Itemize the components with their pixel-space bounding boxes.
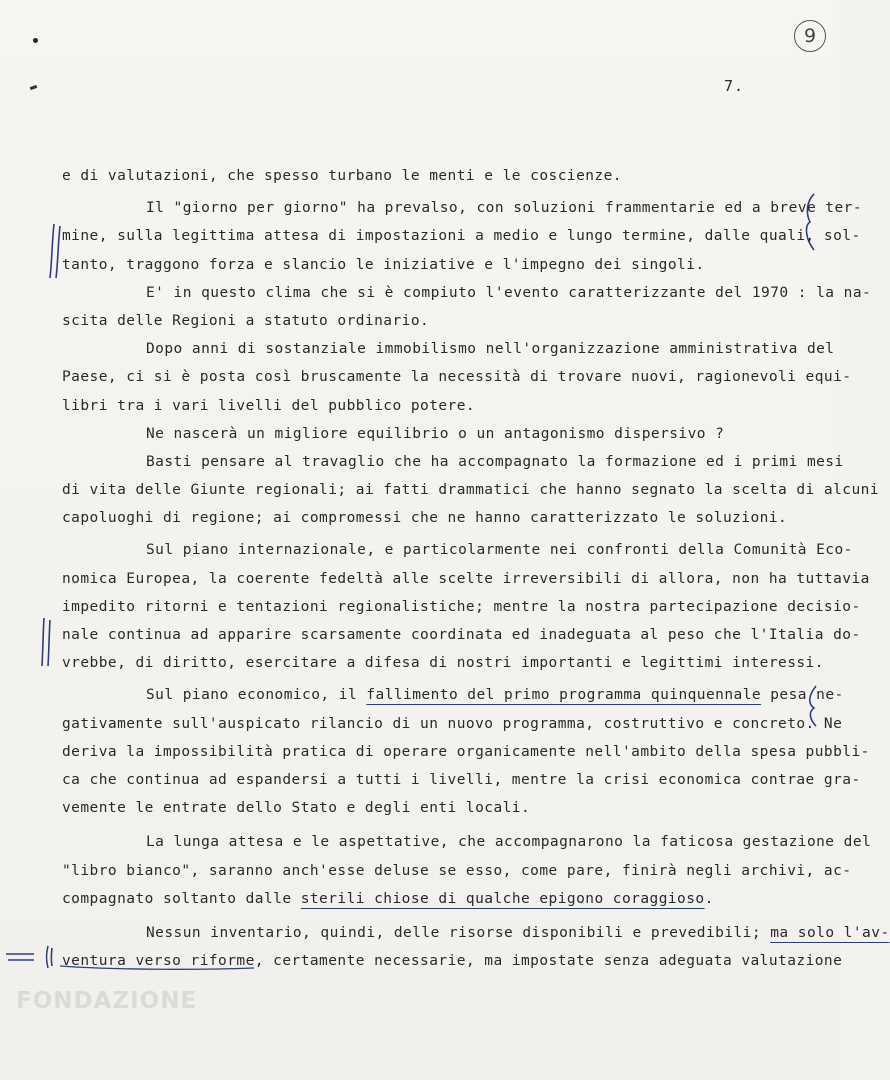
margin-arrow-mark (4, 940, 56, 970)
text-line (62, 885, 802, 913)
text-fragment: pesa ne- (761, 687, 844, 704)
archive-number: 9 (794, 20, 826, 52)
text-line: Basti pensare al travaglio che ha accompagnato la formazione ed i primi mesi (146, 453, 844, 470)
underlined-text: ma solo l'av- (770, 924, 890, 941)
text-line: mine, sulla legittima attesa di impostazioni a medio e lungo termine, dalle quali, sol- (62, 228, 861, 245)
text-line: e di valutazioni, che spesso turbano le menti e le coscienze. (62, 168, 622, 184)
text-line: deriva la impossibilità pratica di operare organicamente nell'ambito della spesa pubbli- (62, 743, 870, 760)
text-fragment: Sul piano economico, il (146, 687, 367, 704)
text-line: tanto, traggono forza e slancio le iniziative e l'impegno dei singoli. (62, 256, 705, 273)
text-line: ca che continua ad espandersi a tutti i livelli, mentre la crisi economica contrae gra- (62, 771, 861, 788)
text-fragment: compagnato soltanto dalle (62, 890, 301, 907)
text-line: Sul piano internazionale, e particolarmente nei confronti della Comunità Eco- (146, 542, 853, 559)
margin-double-bar-mark (38, 616, 58, 668)
text-line: vrebbe, di diritto, esercitare a difesa di nostri importanti e legittimi interessi. (62, 655, 824, 672)
text-line: nomica Europea, la coerente fedeltà alle scelte irreversibili di allora, non ha tuttavia (62, 570, 870, 587)
page-number: 7. (724, 77, 745, 95)
watermark-logo: FONDAZIONE (16, 988, 198, 1014)
text-fragment: . (704, 890, 714, 907)
text-line: Ne nascerà un migliore equilibrio o un antagonismo dispersivo ? (146, 425, 725, 442)
text-line: di vita delle Giunte regionali; ai fatti drammatici che hanno segnato la scelta di alcuni (62, 482, 879, 499)
underlined-text: ventura verso riforme, (62, 953, 264, 970)
text-line: nale continua ad apparire scarsamente coordinata ed inadeguata al peso che l'Italia do- (62, 627, 861, 643)
text-line: vemente le entrate dello Stato e degli enti locali. (62, 800, 531, 817)
text-line (62, 947, 843, 975)
pen-mark (30, 85, 38, 90)
text-line: La lunga attesa e le aspettative, che accompagnarono la faticosa gestazione del (146, 834, 872, 851)
text-fragment: Nessun inventario, quindi, delle risorse disponibili e prevedibili; (146, 924, 771, 941)
text-line: impedito ritorni e tentazioni regionalistiche; mentre la nostra partecipazione decisio- (62, 598, 861, 615)
text-line: Paese, ci si è posta così bruscamente la necessità di trovare nuovi, ragionevoli equi- (62, 369, 852, 386)
document-body (62, 162, 890, 975)
text-line: capoluoghi di regione; ai compromessi che ne hanno caratterizzato le soluzioni. (62, 510, 788, 527)
underlined-text: sterili chiose di qualche epigono coraggioso (300, 890, 705, 907)
text-line: gativamente sull'auspicato rilancio di un nuovo programma, costruttivo e concreto. Ne (62, 715, 843, 732)
text-line: libri tra i vari livelli del pubblico potere. (62, 397, 476, 414)
text-fragment: certamente necessarie, ma impostate senza adeguata valutazione (263, 953, 843, 970)
text-line (62, 919, 890, 947)
text-line: scita delle Regioni a statuto ordinario. (62, 312, 430, 329)
text-line: Dopo anni di sostanziale immobilismo nell'organizzazione amministrativa del (146, 341, 835, 358)
punch-hole (33, 38, 38, 43)
underlined-text: fallimento del primo programma quinquennale (366, 687, 762, 704)
text-line: "libro bianco", saranno anch'esse deluse se esso, come pare, finirà negli archivi, ac- (62, 862, 852, 879)
text-line (62, 681, 844, 709)
text-line: Il "giorno per giorno" ha prevalso, con soluzioni frammentarie ed a breve ter- (146, 200, 863, 217)
text-line: E' in questo clima che si è compiuto l'evento caratterizzante del 1970 : la na- (146, 284, 872, 301)
